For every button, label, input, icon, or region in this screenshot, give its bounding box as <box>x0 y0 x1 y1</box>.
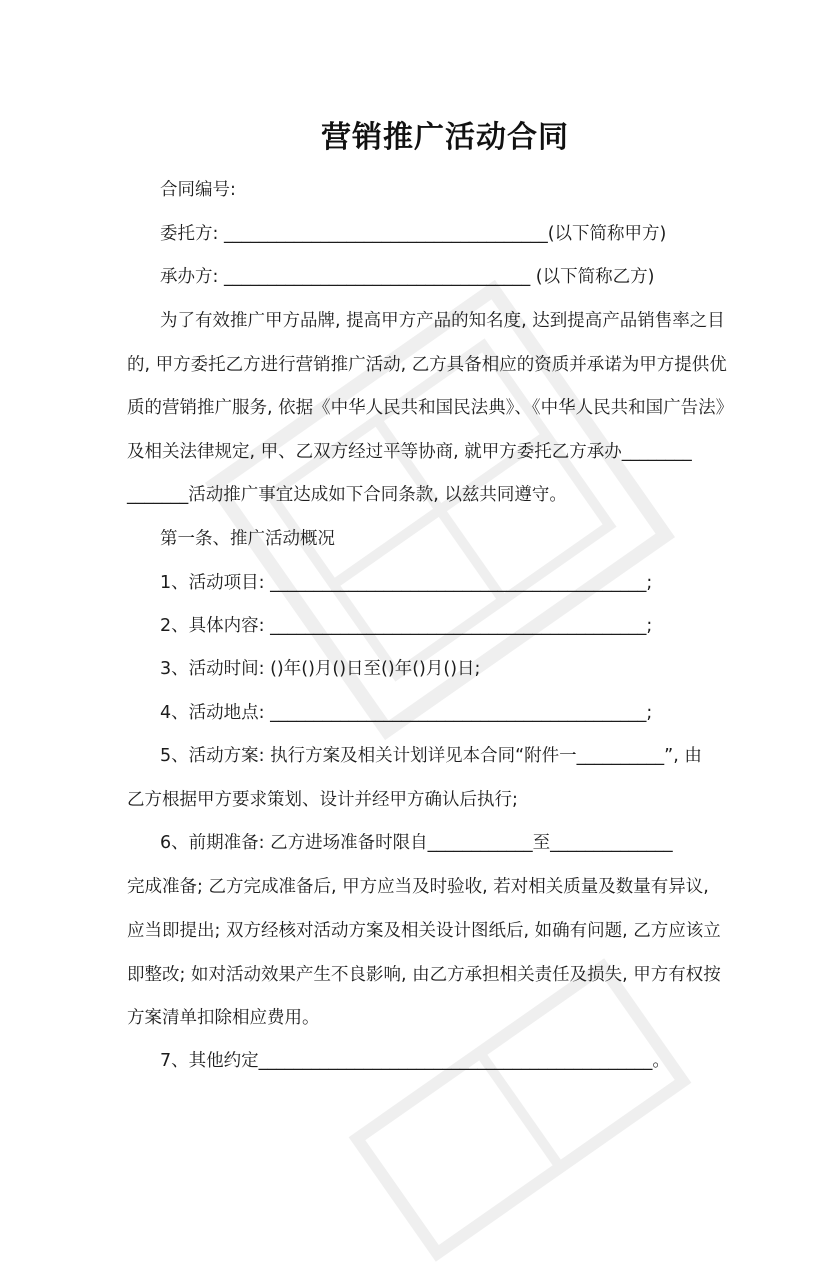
item-6-preparation-line-5: 方案清单扣除相应费用。 <box>127 1008 320 1028</box>
item-4-location: 4、活动地点: ___________________________________________; <box>160 703 653 723</box>
preamble-line-3: 质的营销推广服务, 依据《中华人民共和国民法典》、《中华人民共和国广告法》 <box>127 398 734 418</box>
preamble-line-2: 的, 甲方委托乙方进行营销推广活动, 乙方具备相应的资质并承诺为甲方提供优 <box>127 355 727 375</box>
preamble-line-4: 及相关法律规定, 甲、乙双方经过平等协商, 就甲方委托乙方承办________ <box>127 442 692 462</box>
item-1-activity-project: 1、活动项目: ___________________________________________; <box>160 573 653 593</box>
item-6-preparation-line-2: 完成准备; 乙方完成准备后, 甲方应当及时验收, 若对相关质量及数量有异议, <box>127 877 709 897</box>
item-3-activity-time: 3、活动时间: ()年()月()日至()年()月()日; <box>160 659 481 679</box>
item-2-content: 2、具体内容: ___________________________________________; <box>160 616 653 636</box>
preamble-line-1: 为了有效推广甲方品牌, 提高甲方产品的知名度, 达到提高产品销售率之目 <box>160 311 725 331</box>
document-title: 营销推广活动合同 <box>321 120 569 155</box>
client-party-line: 委托方: _____________________________________(以下简称甲方) <box>160 224 667 244</box>
item-5-plan-line-1: 5、活动方案: 执行方案及相关计划详见本合同“附件一__________”, 由 <box>160 746 702 766</box>
item-7-other-terms: 7、其他约定_____________________________________________。 <box>160 1051 670 1071</box>
item-5-plan-line-2: 乙方根据甲方要求策划、设计并经甲方确认后执行; <box>127 790 518 810</box>
item-6-preparation-line-1: 6、前期准备: 乙方进场准备时限自____________至______________ <box>160 833 673 853</box>
item-6-preparation-line-4: 即整改; 如对活动效果产生不良影响, 由乙方承担相关责任及损失, 甲方有权按 <box>127 965 721 985</box>
watermark-bottom <box>343 953 697 1268</box>
article-1-heading: 第一条、推广活动概况 <box>160 529 335 549</box>
preamble-line-5: _______活动推广事宜达成如下合同条款, 以兹共同遵守。 <box>127 485 567 505</box>
contract-number-line: 合同编号: <box>160 180 236 200</box>
contractor-party-line: 承办方: ___________________________________ (以下简称乙方) <box>160 267 655 287</box>
item-6-preparation-line-3: 应当即提出; 双方经核对活动方案及相关设计图纸后, 如确有问题, 乙方应该立 <box>127 921 721 941</box>
